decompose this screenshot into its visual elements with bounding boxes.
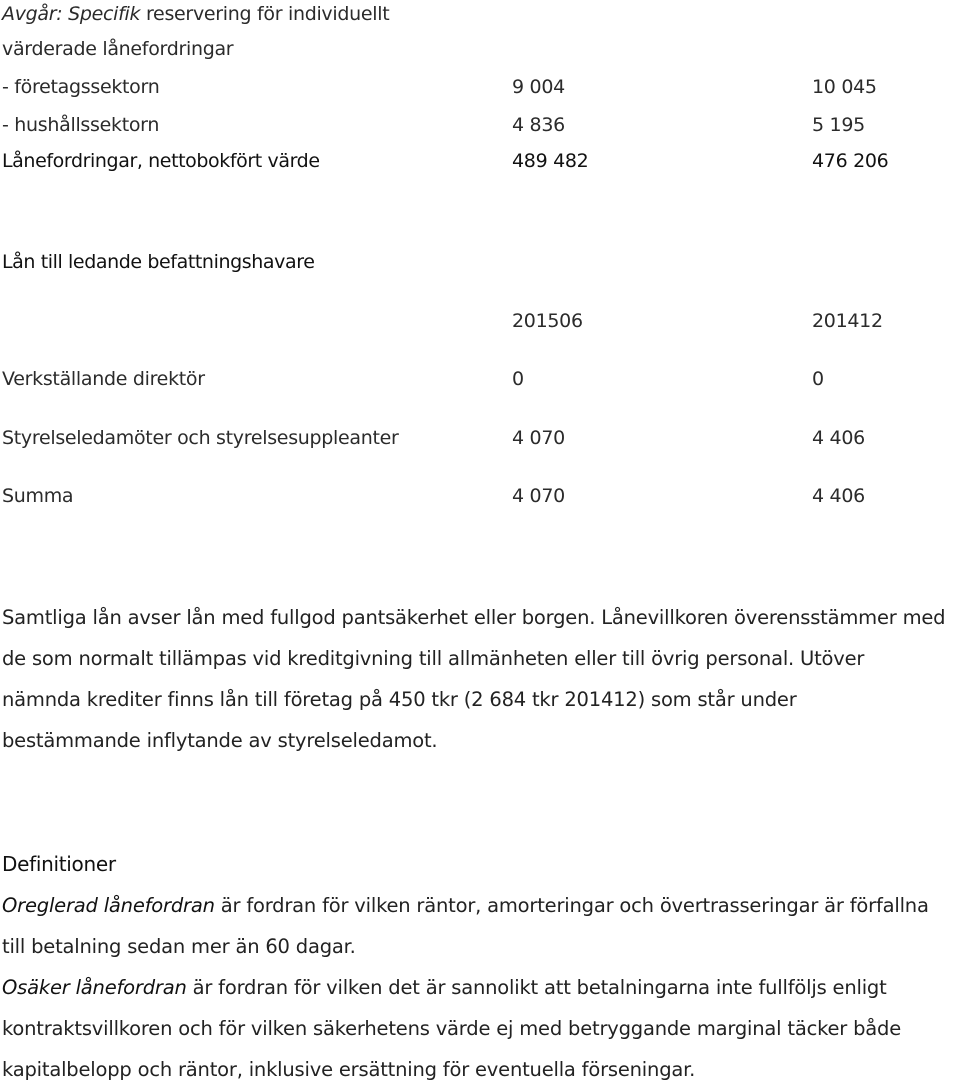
definition-line: [2, 894, 929, 917]
definition-text: är fordran för vilken räntor, amorteringar och övertrasseringar är förfallna: [214, 894, 929, 917]
row-value-foretag-2014: 10 045: [812, 76, 877, 98]
definitions-title: Definitioner: [2, 852, 116, 876]
loans-row-value-summa-2015: 4 070: [512, 485, 565, 507]
definition-term: Oreglerad lånefordran: [2, 894, 215, 917]
loans-col-header-201412: 201412: [812, 310, 883, 332]
definition-line: [2, 976, 887, 999]
loans-row-value-styrelse-2014: 4 406: [812, 427, 865, 449]
paragraph-line: bestämmande inflytande av styrelseledamot.: [2, 729, 438, 752]
definition-oreglerad: [2, 885, 960, 967]
loans-paragraph: [2, 597, 960, 761]
definition-line: kapitalbelopp och räntor, inklusive ersättning för eventuella förseningar.: [2, 1058, 696, 1081]
reserve-heading-line2: värderade lånefordringar: [2, 38, 234, 60]
paragraph-line: nämnda krediter finns lån till företag på 450 tkr (2 684 tkr 201412) som står under: [2, 688, 797, 711]
loans-row-value-summa-2014: 4 406: [812, 485, 865, 507]
loans-col-header-201506: 201506: [512, 310, 583, 332]
row-label-hushall: - hushållssektorn: [2, 114, 160, 136]
definition-line: till betalning sedan mer än 60 dagar.: [2, 935, 356, 958]
loans-row-label-vd: Verkställande direktör: [2, 368, 205, 390]
row-value-netto-2015: 489 482: [512, 150, 589, 172]
row-value-foretag-2015: 9 004: [512, 76, 565, 98]
loans-row-label-styrelse: Styrelseledamöter och styrelsesuppleanter: [2, 427, 399, 449]
row-label-foretag: - företagssektorn: [2, 76, 160, 98]
definition-line: kontraktsvillkoren och för vilken säkerhetens värde ej med betryggande marginal täcker både: [2, 1017, 902, 1040]
definition-text: är fordran för vilken det är sannolikt att betalningarna inte fullföljs enligt: [186, 976, 887, 999]
row-label-netto: Lånefordringar, nettobokfört värde: [2, 150, 320, 172]
reserve-heading-rest: reservering för individuellt: [140, 3, 390, 25]
loans-row-label-summa: Summa: [2, 485, 74, 507]
definition-term: Osäker lånefordran: [2, 976, 187, 999]
paragraph-line: de som normalt tillämpas vid kreditgivning till allmänheten eller till övrig personal. Utöver: [2, 647, 865, 670]
loans-row-value-vd-2015: 0: [512, 368, 524, 390]
reserve-heading-line1: [2, 2, 389, 26]
loans-title: Lån till ledande befattningshavare: [2, 251, 315, 273]
loans-row-value-vd-2014: 0: [812, 368, 824, 390]
definition-osaker: [2, 967, 960, 1090]
row-value-hushall-2015: 4 836: [512, 114, 565, 136]
paragraph-line: Samtliga lån avser lån med fullgod pantsäkerhet eller borgen. Lånevillkoren överensstämmer med: [2, 606, 946, 629]
row-value-netto-2014: 476 206: [812, 150, 889, 172]
loans-row-value-styrelse-2015: 4 070: [512, 427, 565, 449]
reserve-heading-italic: Avgår: Specifik: [2, 3, 141, 25]
row-value-hushall-2014: 5 195: [812, 114, 865, 136]
